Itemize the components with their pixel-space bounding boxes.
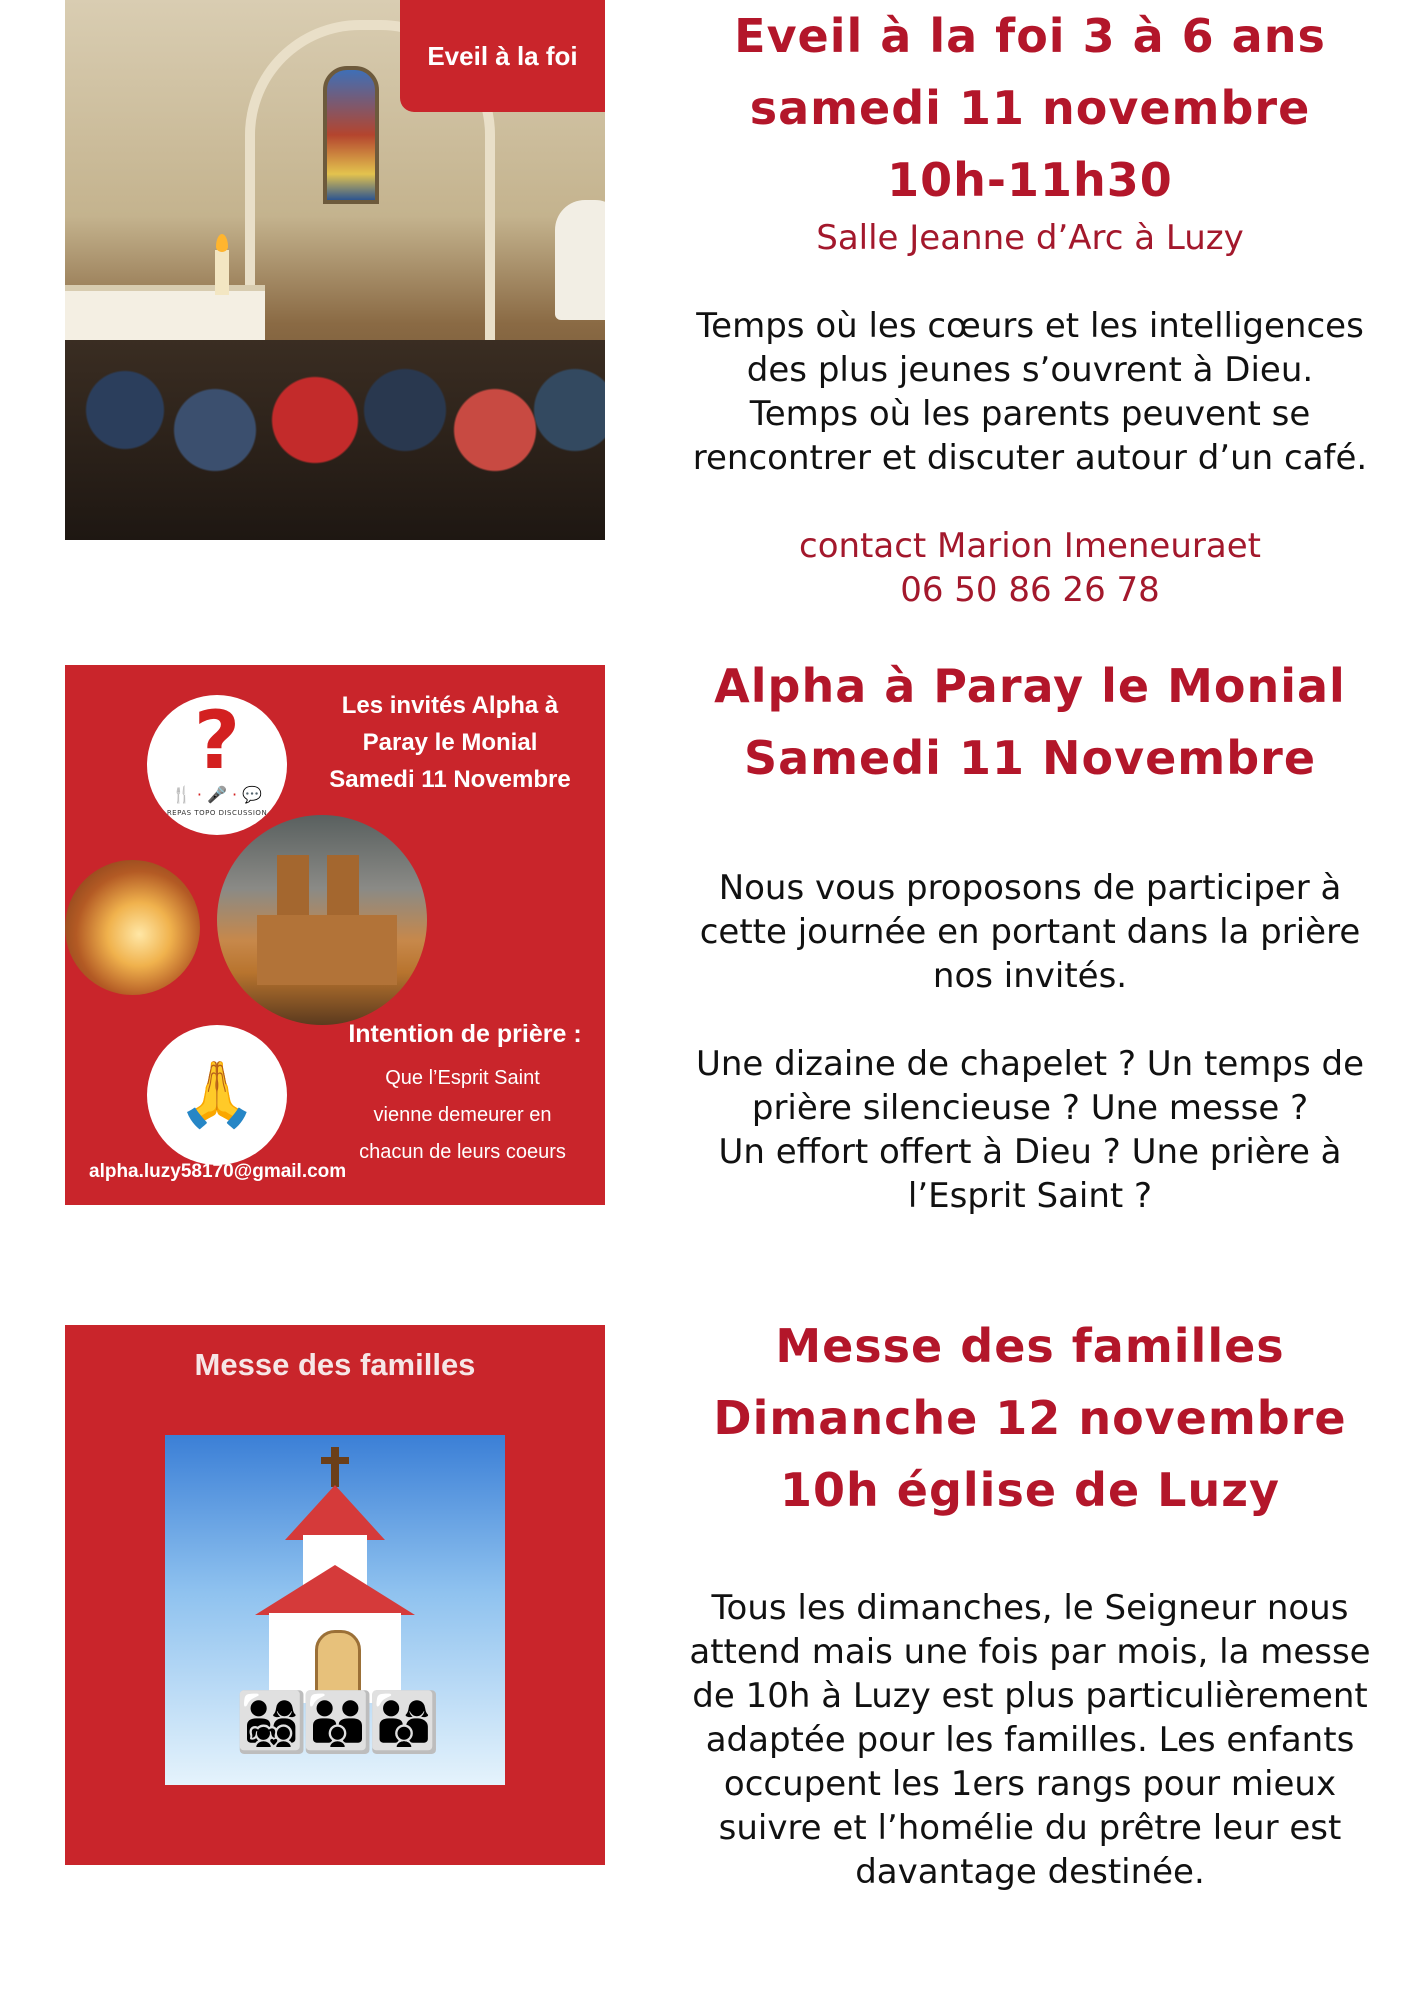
alpha-body-line: Un effort offert à Dieu ? Une prière à xyxy=(718,1132,1342,1172)
children-group xyxy=(65,340,605,540)
alpha-body-line: Nous vous proposons de participer à xyxy=(718,868,1342,908)
priest-figure xyxy=(555,200,605,320)
intention-line: chacun de leurs coeurs xyxy=(359,1141,566,1163)
church-family-illustration xyxy=(165,1435,505,1785)
flame-icon xyxy=(216,234,228,252)
eveil-contact-name: contact Marion Imeneuraet xyxy=(799,526,1261,566)
eveil-heading-line: 10h-11h30 xyxy=(887,153,1173,207)
candle-icon xyxy=(215,250,229,295)
alpha-body-line: prière silencieuse ? Une messe ? xyxy=(751,1088,1309,1128)
messe-body-line: de 10h à Luzy est plus particulièrement xyxy=(692,1676,1368,1716)
eveil-heading-line: samedi 11 novembre xyxy=(749,81,1311,135)
messe-body-line: Tous les dimanches, le Seigneur nous xyxy=(711,1588,1349,1628)
alpha-flyer-title-line: Samedi 11 Novembre xyxy=(329,766,571,793)
section-alpha xyxy=(0,650,1414,1290)
messe-flyer-title: Messe des familles xyxy=(194,1347,476,1382)
intention-text xyxy=(320,1060,605,1171)
messe-body-line: davantage destinée. xyxy=(855,1852,1205,1892)
eveil-contact-phone[interactable]: 06 50 86 26 78 xyxy=(900,570,1160,610)
alpha-flyer xyxy=(65,665,605,1205)
cross-icon xyxy=(331,1447,339,1487)
eveil-photo xyxy=(65,0,605,540)
basilica-image xyxy=(217,815,427,1025)
repas-topo-discussion-icons: 🍴 · 🎤 · 💬 xyxy=(171,785,263,804)
intention-line: Que l’Esprit Saint xyxy=(385,1067,540,1089)
alpha-flyer-title-line: Paray le Monial xyxy=(362,729,538,756)
church-roof xyxy=(255,1565,415,1615)
fresco-image xyxy=(65,860,200,995)
eveil-body-line: des plus jeunes s’ouvrent à Dieu. xyxy=(746,350,1314,390)
messe-body-line: occupent les 1ers rangs pour mieux xyxy=(723,1764,1337,1804)
alpha-email[interactable]: alpha.luzy58170@gmail.com xyxy=(89,1161,347,1182)
eveil-heading-line: Eveil à la foi 3 à 6 ans xyxy=(734,9,1326,63)
section-messe xyxy=(0,1300,1414,2000)
family-silhouettes-icon: 👨‍👩‍👧‍👦👪👨‍👩‍👦 xyxy=(235,1688,435,1756)
messe-body-line: attend mais une fois par mois, la messe xyxy=(689,1632,1371,1672)
alpha-heading-line: Alpha à Paray le Monial xyxy=(714,659,1346,713)
eveil-body-line: Temps où les cœurs et les intelligences xyxy=(696,306,1364,346)
alpha-logo xyxy=(147,695,287,835)
alpha-flyer-title xyxy=(305,687,595,798)
section-eveil xyxy=(0,0,1414,640)
praying-hands-icon: 🙏 xyxy=(177,1058,257,1132)
alpha-heading-line: Samedi 11 Novembre xyxy=(743,731,1317,785)
messe-heading-line: Messe des familles xyxy=(775,1319,1285,1373)
eveil-body-line: rencontrer et discuter autour d’un café. xyxy=(692,438,1368,478)
alpha-body-line: cette journée en portant dans la prière xyxy=(699,912,1361,952)
eveil-text-column xyxy=(670,0,1390,612)
question-mark-icon: ? xyxy=(193,695,241,787)
eveil-image-tag: Eveil à la foi xyxy=(400,0,605,112)
logo-labels: REPAS TOPO DISCUSSION xyxy=(166,809,268,817)
messe-flyer xyxy=(65,1325,605,1865)
stained-glass-window xyxy=(323,66,379,204)
messe-body-line: suivre et l’homélie du prêtre leur est xyxy=(718,1808,1342,1848)
eveil-location: Salle Jeanne d’Arc à Luzy xyxy=(816,218,1244,258)
intention-line: vienne demeurer en xyxy=(373,1104,552,1126)
messe-heading-line: Dimanche 12 novembre xyxy=(713,1391,1347,1445)
steeple-roof xyxy=(285,1485,385,1540)
messe-text-column xyxy=(670,1310,1390,1894)
messe-body-line: adaptée pour les familles. Les enfants xyxy=(705,1720,1355,1760)
intention-title: Intention de prière : xyxy=(348,1020,582,1048)
cross-icon-bar xyxy=(321,1457,349,1464)
messe-heading-line: 10h église de Luzy xyxy=(780,1463,1280,1517)
alpha-flyer-title-line: Les invités Alpha à xyxy=(341,692,559,719)
rosary-praying-hands xyxy=(147,1025,287,1165)
eveil-body-line: Temps où les parents peuvent se xyxy=(749,394,1311,434)
alpha-body-line: nos invités. xyxy=(932,956,1128,996)
alpha-body-line: l’Esprit Saint ? xyxy=(907,1176,1153,1216)
alpha-body-line: Une dizaine de chapelet ? Un temps de xyxy=(695,1044,1365,1084)
alpha-text-column xyxy=(670,650,1390,1218)
basilica-nave xyxy=(257,915,397,985)
